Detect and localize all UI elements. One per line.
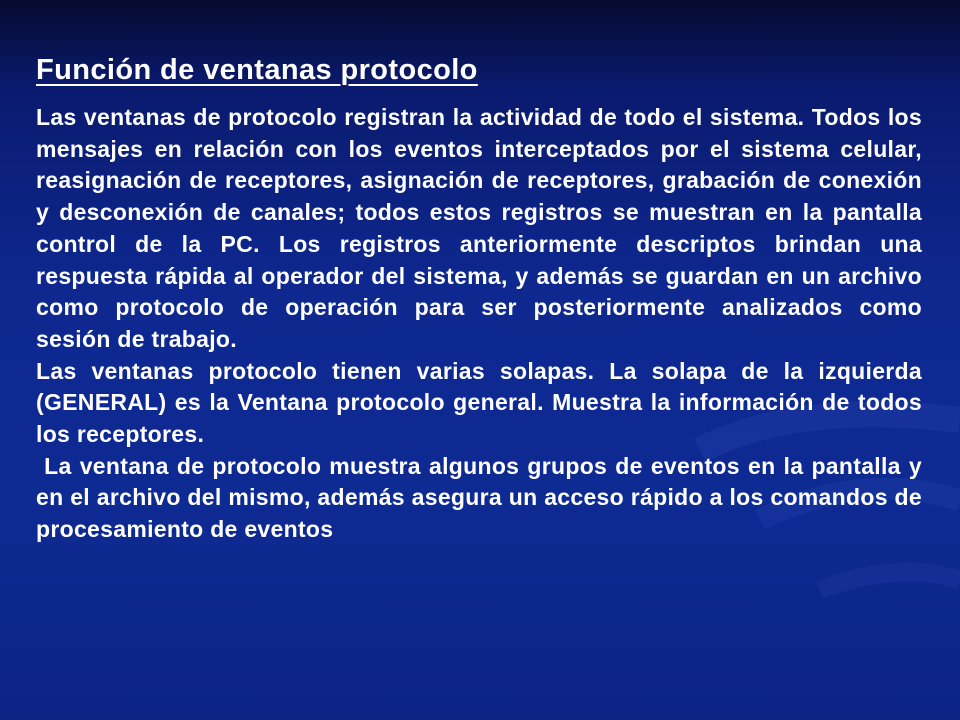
- paragraph-protocol-windows: Las ventanas de protocolo registran la actividad de todo el sistema. Todos los mensajes en relación con los eventos interceptados por el sistema celular, reasignación de receptores, asignación de receptores, grabación de conexión y desconexión de canales; todos estos registros se muestran en la pantalla control de la PC. Los registros anteriormente descriptos brindan una respuesta rápida al operador del sistema, y además se guardan en un archivo como protocolo de operación para ser posteriormente analizados como sesión de trabajo.: [36, 104, 922, 352]
- slide-content: [36, 52, 929, 546]
- paragraph-event-groups: La ventana de protocolo muestra algunos grupos de eventos en la pantalla y en el archivo del mismo, además asegura un acceso rápido a los comandos de procesamiento de eventos: [36, 452, 929, 543]
- slide-title: Función de ventanas protocolo: [36, 54, 478, 86]
- paragraph-tabs: Las ventanas protocolo tienen varias solapas. La solapa de la izquierda (GENERAL) es la Ventana protocolo general. Muestra la información de todos los receptores.: [36, 357, 922, 448]
